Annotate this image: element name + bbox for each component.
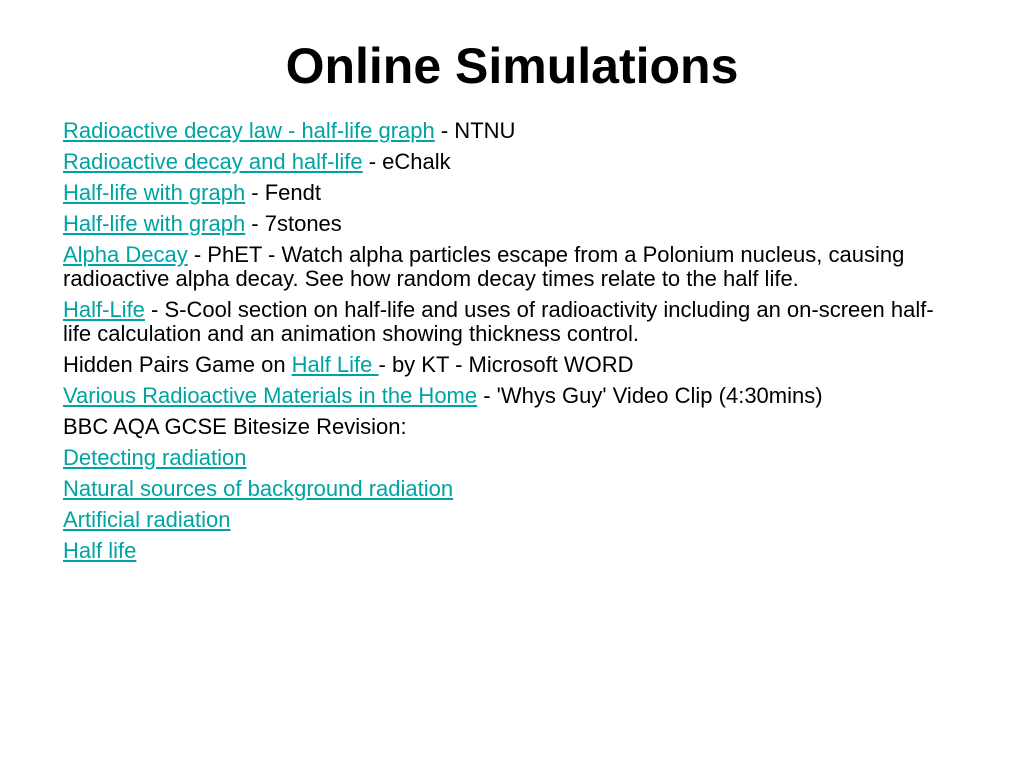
link-radioactive-decay-law[interactable]: Radioactive decay law - half-life graph <box>63 118 435 143</box>
list-item <box>63 298 953 346</box>
link-half-life-bitesize[interactable]: Half life <box>63 538 137 563</box>
list-item <box>63 119 953 143</box>
item-source: - NTNU <box>434 118 516 143</box>
link-alpha-decay[interactable]: Alpha Decay <box>63 242 188 267</box>
list-item <box>63 212 953 236</box>
list-item <box>63 446 953 470</box>
link-detecting-radiation[interactable]: Detecting radiation <box>63 445 247 470</box>
list-item <box>63 243 953 291</box>
list-item <box>63 477 953 501</box>
item-description: - S-Cool section on half-life and uses of radioactivity including an on-screen half-life calculation and an animation showing thickness control. <box>63 297 934 346</box>
list-item <box>63 181 953 205</box>
item-prefix: Hidden Pairs Game on <box>63 352 292 377</box>
link-half-life-scool[interactable]: Half-Life <box>63 297 145 322</box>
list-heading: BBC AQA GCSE Bitesize Revision: <box>63 414 407 439</box>
item-source: - eChalk <box>362 149 451 174</box>
link-half-life-graph-7stones[interactable]: Half-life with graph <box>63 211 246 236</box>
item-source: - 7stones <box>245 211 342 236</box>
list-item <box>63 508 953 532</box>
list-item <box>63 353 953 377</box>
link-radioactive-materials-home[interactable]: Various Radioactive Materials in the Home <box>63 383 478 408</box>
list-item <box>63 150 953 174</box>
item-source: - by KT - Microsoft WORD <box>378 352 634 377</box>
link-half-life-graph-fendt[interactable]: Half-life with graph <box>63 180 246 205</box>
link-radioactive-decay-half-life[interactable]: Radioactive decay and half-life <box>63 149 363 174</box>
item-source: - Fendt <box>245 180 321 205</box>
slide-title: Online Simulations <box>285 38 739 94</box>
link-artificial-radiation[interactable]: Artificial radiation <box>63 507 231 532</box>
list-item <box>63 539 953 563</box>
link-natural-sources[interactable]: Natural sources of background radiation <box>63 476 454 501</box>
link-half-life-game[interactable]: Half Life <box>291 352 379 377</box>
list-item <box>63 384 953 408</box>
link-list <box>63 119 953 570</box>
item-description: - 'Whys Guy' Video Clip (4:30mins) <box>477 383 823 408</box>
item-description: - PhET - Watch alpha particles escape from a Polonium nucleus, causing radioactive alpha decay. See how random decay times relate to the half life. <box>63 242 905 291</box>
